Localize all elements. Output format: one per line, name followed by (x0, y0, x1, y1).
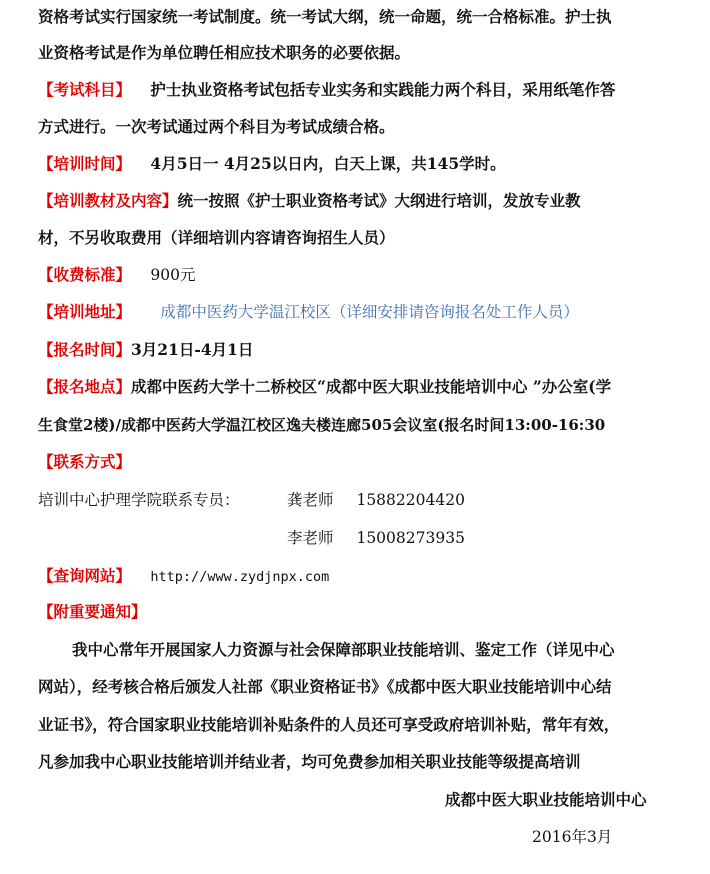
contact-person-2 (287, 527, 465, 549)
registration-place-row (38, 376, 611, 398)
contact-person-2-name: 李老师 (287, 529, 334, 547)
contact-person-1-name: 龚老师 (287, 491, 334, 509)
intro-line-1: 资格考试实行国家统一考试制度。统一考试大纲，统一命题，统一合格标准。护士执 (38, 7, 612, 26)
notice-line-3: 业证书》，符合国家职业技能培训补贴条件的人员还可享受政府培训补贴，常年有效， (38, 715, 620, 734)
subjects-row (38, 79, 615, 101)
contact-person-1-phone: 15882204420 (356, 491, 465, 509)
website-label: 【查询网站】 (38, 566, 132, 585)
materials-label: 【培训教材及内容】 (38, 191, 178, 210)
registration-place-text: 成都中医药大学十二桥校区“成都中医大职业技能培训中心 ”办公室(学 (131, 377, 612, 396)
registration-place-label: 【报名地点】 (38, 377, 132, 396)
registration-time-text: 3月21日-4月1日 (131, 340, 254, 359)
training-time-label: 【培训时间】 (38, 154, 132, 173)
website-row (38, 565, 329, 588)
location-text: 成都中医药大学温江校区（详细安排请咨询报名处工作人员） (160, 303, 579, 321)
contact-person-2-phone: 15008273935 (356, 529, 465, 547)
signature-date: 2016年3月 (532, 828, 613, 846)
notice-line-2: 网站），经考核合格后颁发人社部《职业资格证书》《成都中医大职业技能培训中心结 (38, 677, 612, 696)
fees-label: 【收费标准】 (38, 265, 132, 284)
contact-row-1 (38, 489, 240, 511)
notice-line-4: 凡参加我中心职业技能培训并结业者，均可免费参加相关职业技能等级提高培训 (38, 752, 581, 771)
notice-line-1: 我中心常年开展国家人力资源与社会保障部职业技能培训、鉴定工作（详见中心 (72, 640, 615, 659)
registration-time-row (38, 339, 253, 361)
location-label: 【培训地址】 (38, 302, 132, 321)
subjects-text: 护士执业资格考试包括专业实务和实践能力两个科目，采用纸笔作答 (150, 80, 616, 99)
materials-text: 统一按照《护士职业资格考试》大纲进行培训，发放专业教 (177, 191, 581, 210)
website-url: http://www.zydjnpx.com (150, 569, 330, 585)
registration-time-label: 【报名时间】 (38, 340, 132, 359)
contact-label: 【联系方式】 (38, 452, 132, 471)
training-time-row (38, 153, 506, 175)
contact-person-1 (287, 489, 465, 511)
location-row (38, 301, 579, 323)
subjects-text-2: 方式进行。一次考试通过两个科目为考试成绩合格。 (38, 117, 395, 136)
contact-prefix: 培训中心护理学院联系专员： (38, 491, 240, 509)
fees-text: 900元 (150, 266, 196, 284)
subjects-label: 【考试科目】 (38, 80, 132, 99)
fees-row (38, 264, 196, 286)
registration-place-text-2: 生食堂2楼)/成都中医药大学温江校区逸夫楼连廊505会议室(报名时间13:00-16:30 (38, 416, 606, 434)
training-time-text: 4月5日一 4月25以日内，白天上课，共145学时。 (150, 154, 506, 173)
materials-row (38, 190, 581, 212)
materials-text-2: 材，不另收取费用（详细培训内容请咨询招生人员） (38, 228, 395, 247)
signature-org: 成都中医大职业技能培训中心 (445, 790, 647, 809)
intro-line-2: 业资格考试是作为单位聘任相应技术职务的必要依据。 (38, 43, 411, 62)
notice-label: 【附重要通知】 (38, 602, 147, 621)
